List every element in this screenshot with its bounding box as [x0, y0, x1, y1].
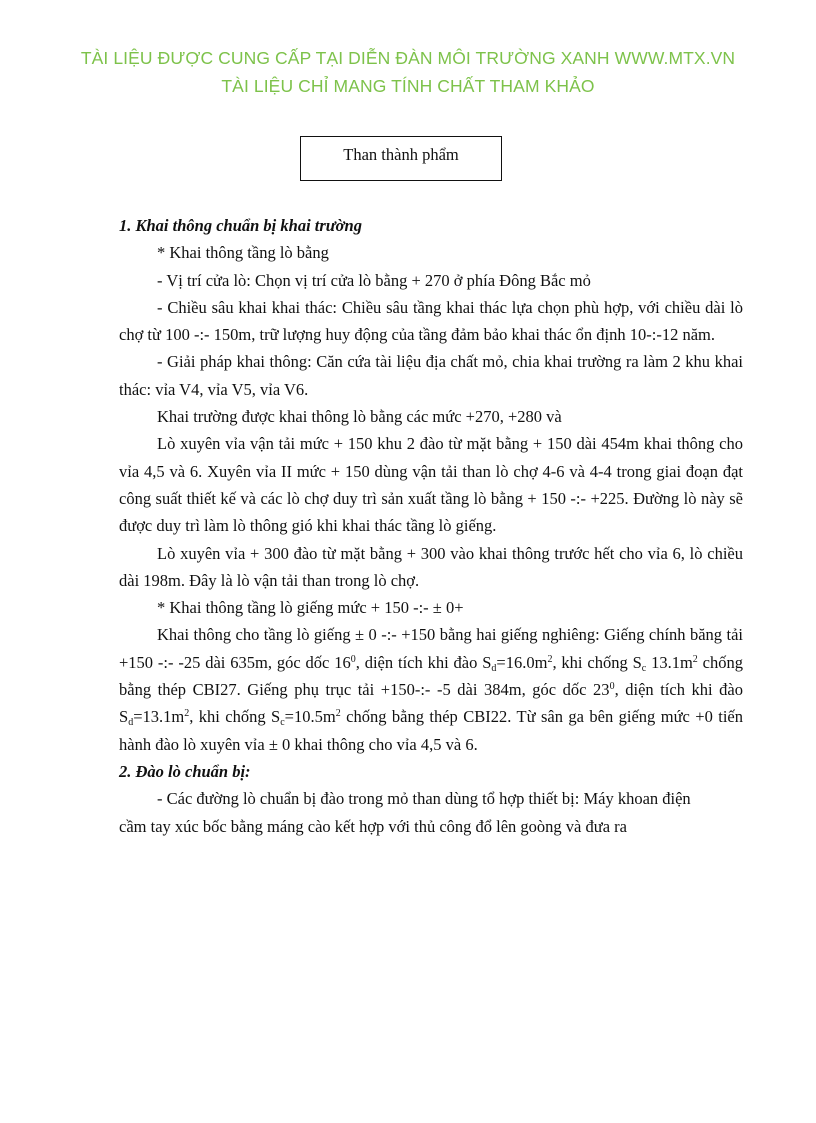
- paragraph: * Khai thông tầng lò giếng mức + 150 -:- ± 0+: [157, 598, 464, 618]
- paragraph: - Chiều sâu khai khai thác: Chiều sâu tầng khai thác lựa chọn phù hợp, với chiều dài lò chợ từ 100 -:- 150m, trữ lượng huy động của tầng đảm bảo khai thác ổn định 10-:-12 năm.: [119, 297, 743, 345]
- watermark-line-1: TÀI LIỆU ĐƯỢC CUNG CẤP TẠI DIỄN ĐÀN MÔI TRƯỜNG XANH WWW.MTX.VN: [80, 48, 736, 68]
- flow-diagram-box: [300, 136, 502, 181]
- paragraph: - Các đường lò chuẩn bị đào trong mỏ than dùng tổ hợp thiết bị: Máy khoan điện: [157, 789, 691, 809]
- paragraph: Lò xuyên vỉa vận tải mức + 150 khu 2 đào từ mặt bằng + 150 dài 454m khai thông cho vỉa 4,5 và 6. Xuyên vỉa II mức + 150 dùng vận tải than lò chợ 4-6 và 4-4 trong giai đoạn đạt công suất thiết kế và các lò chợ duy trì sản xuất tầng lò bằng + 150 -:- +225. Đường lò này sẽ được duy trì làm lò thông gió khi khai thác tầng lò giếng.: [119, 434, 743, 536]
- paragraph: Lò xuyên vỉa + 300 đào từ mặt bằng + 300 vào khai thông trước hết cho vỉa 6, lò chiều dài 198m. Đây là lò vận tải than trong lò chợ.: [119, 543, 743, 590]
- document-body: [119, 212, 743, 840]
- section-1-heading: 1. Khai thông chuẩn bị khai trường: [119, 216, 362, 235]
- paragraph-shaft-details: Khai thông cho tầng lò giếng ± 0 -:- +150 bằng hai giếng nghiêng: Giếng chính băng tải +150 -:- -25 dài 635m, góc dốc $16^0$, diện tích khi đào $S_d=16.0m^2$, khi chống $S_c$ $13.1m^2$ chống bằng thép CBI27. Giếng phụ trục tải +150-:- -5 dài 384m, góc dốc $23^0$, diện tích khi đào $S_d=13.1m^2$, khi chống $S_c=10.5m^2$ chống bằng thép CBI22. Từ sân ga bên giếng mức +0 tiến hành đào lò xuyên vỉa ± 0 khai thông cho vỉa 4,5 và 6.: [119, 625, 744, 754]
- paragraph: * Khai thông tầng lò bằng: [157, 243, 329, 263]
- paragraph: - Giải pháp khai thông: Căn cứa tài liệu địa chất mỏ, chia khai trường ra làm 2 khu khai thác: vỉa V4, vỉa V5, vỉa V6.: [119, 352, 743, 399]
- section-2-heading: 2. Đào lò chuẩn bị:: [119, 761, 251, 781]
- watermark-line-2: TÀI LIỆU CHỈ MANG TÍNH CHẤT THAM KHẢO: [221, 76, 595, 96]
- paragraph: cầm tay xúc bốc bằng máng cào kết hợp với thủ công đổ lên goòng và đưa ra: [119, 816, 627, 836]
- paragraph: - Vị trí cửa lò: Chọn vị trí cửa lò bằng + 270 ở phía Đông Bắc mỏ: [157, 270, 591, 290]
- flow-box-label: Than thành phẩm: [343, 145, 459, 164]
- paragraph: Khai trường được khai thông lò bằng các mức +270, +280 và: [157, 407, 562, 427]
